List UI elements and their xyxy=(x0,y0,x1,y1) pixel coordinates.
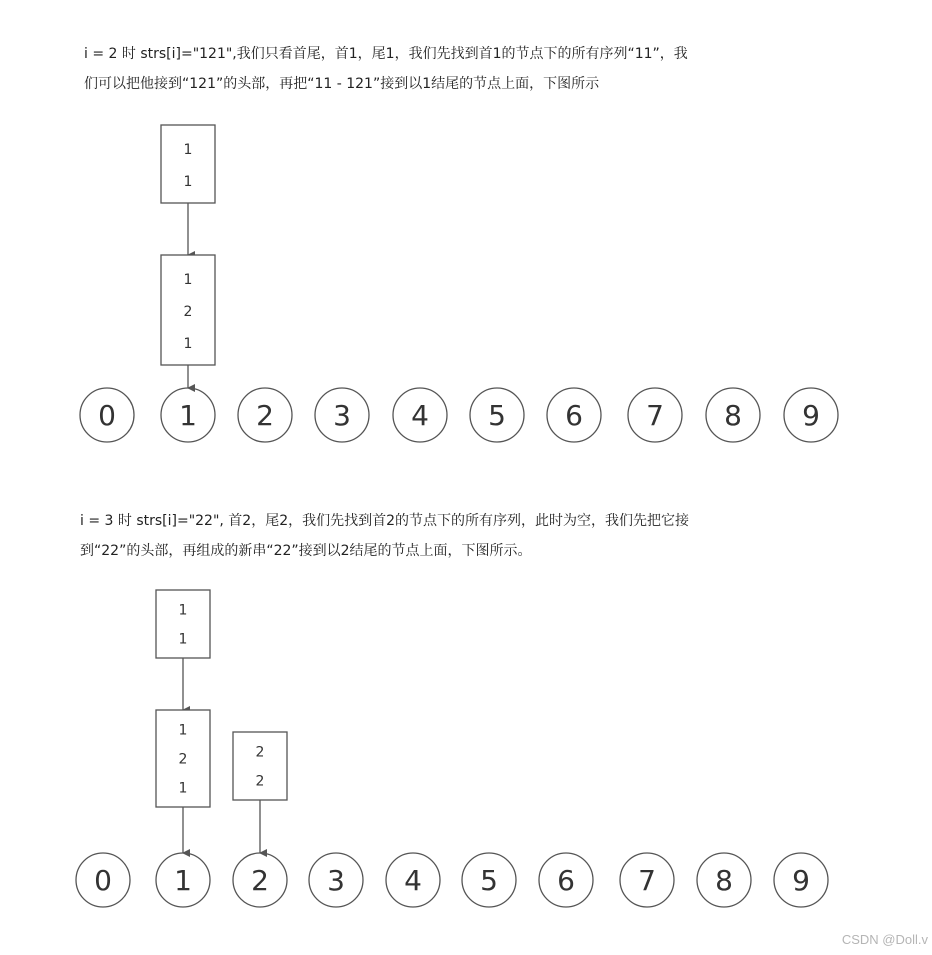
step2-node-label-8: 8 xyxy=(715,864,733,897)
step1-stack-1-box-rect-0 xyxy=(161,125,215,203)
step1-stack-1-box-1 xyxy=(161,255,215,365)
step2-node-0 xyxy=(76,853,130,907)
step2-stack-1-box-1-char-2: 1 xyxy=(178,780,188,797)
step1-node-7 xyxy=(628,388,682,442)
step2-node-label-9: 9 xyxy=(792,864,810,897)
step2-node-1 xyxy=(156,853,210,907)
step1-node-label-8: 8 xyxy=(724,399,742,432)
step1-node-label-7: 7 xyxy=(646,399,664,432)
step1-node-1 xyxy=(161,388,215,442)
step2-node-9 xyxy=(774,853,828,907)
step1-node-label-0: 0 xyxy=(98,399,116,432)
step1-stack-1-box-0-char-0: 1 xyxy=(183,141,193,158)
step1-stack-1-box-1-char-0: 1 xyxy=(183,271,193,288)
step1-node-label-1: 1 xyxy=(179,399,197,432)
step2-line-2: 到“22”的头部，再组成的新串“22”接到以2结尾的节点上面，下图所示。 xyxy=(80,543,532,559)
step1-stack-1-box-1-char-1: 2 xyxy=(183,303,193,320)
step1-line-1: i = 2 时 strs[i]="121",我们只看首尾，首1，尾1，我们先找到首1的节点下的所有序列“11”，我 xyxy=(84,46,688,62)
step2-node-label-3: 3 xyxy=(327,864,345,897)
step1-stack-1-box-1-char-2: 1 xyxy=(183,335,193,352)
step1-node-5 xyxy=(470,388,524,442)
step2-description xyxy=(80,506,689,566)
step1-description xyxy=(84,39,688,99)
step1-node-4 xyxy=(393,388,447,442)
step1-line-2: 们可以把他接到“121”的头部，再把“11 - 121”接到以1结尾的节点上面，下图所示 xyxy=(84,76,600,92)
step2-node-8 xyxy=(697,853,751,907)
step1-node-8 xyxy=(706,388,760,442)
step2-diagram xyxy=(0,580,932,930)
step2-node-3 xyxy=(309,853,363,907)
step2-node-label-1: 1 xyxy=(174,864,192,897)
step1-node-3 xyxy=(315,388,369,442)
step2-stack-1-box-1-char-1: 2 xyxy=(178,751,188,768)
step1-node-label-5: 5 xyxy=(488,399,506,432)
step2-line-1: i = 3 时 strs[i]="22", 首2，尾2，我们先找到首2的节点下的所有序列，此时为空，我们先把它接 xyxy=(80,513,690,529)
step2-stack-1-box-0-char-1: 1 xyxy=(178,631,188,648)
step1-stack-1-box-0-char-1: 1 xyxy=(183,173,193,190)
step1-node-6 xyxy=(547,388,601,442)
step1-node-2 xyxy=(238,388,292,442)
step2-node-6 xyxy=(539,853,593,907)
step1-node-label-6: 6 xyxy=(565,399,583,432)
csdn-watermark: CSDN @Doll.v xyxy=(841,932,928,947)
step2-stack-1-box-1 xyxy=(156,710,210,807)
step1-node-label-9: 9 xyxy=(802,399,820,432)
step2-stack-2-box-0-char-0: 2 xyxy=(255,744,265,761)
step1-diagram xyxy=(0,110,932,460)
step1-node-label-4: 4 xyxy=(411,399,429,432)
step1-node-label-3: 3 xyxy=(333,399,351,432)
step1-node-0 xyxy=(80,388,134,442)
step2-stack-2-box-rect-0 xyxy=(233,732,287,800)
step2-stack-1-box-rect-0 xyxy=(156,590,210,658)
step2-node-label-2: 2 xyxy=(251,864,269,897)
step1-stack-1-box-0 xyxy=(161,125,215,203)
step2-node-label-5: 5 xyxy=(480,864,498,897)
step2-node-label-4: 4 xyxy=(404,864,422,897)
step2-node-label-0: 0 xyxy=(94,864,112,897)
step1-node-9 xyxy=(784,388,838,442)
step2-stack-1-box-1-char-0: 1 xyxy=(178,722,188,739)
step2-node-label-7: 7 xyxy=(638,864,656,897)
step2-node-7 xyxy=(620,853,674,907)
step2-node-4 xyxy=(386,853,440,907)
step2-stack-1-box-0-char-0: 1 xyxy=(178,602,188,619)
step2-stack-2-box-0 xyxy=(233,732,287,800)
step2-stack-1-box-0 xyxy=(156,590,210,658)
step1-node-label-2: 2 xyxy=(256,399,274,432)
step2-node-2 xyxy=(233,853,287,907)
step2-node-label-6: 6 xyxy=(557,864,575,897)
step2-node-5 xyxy=(462,853,516,907)
step2-stack-2-box-0-char-1: 2 xyxy=(255,773,265,790)
